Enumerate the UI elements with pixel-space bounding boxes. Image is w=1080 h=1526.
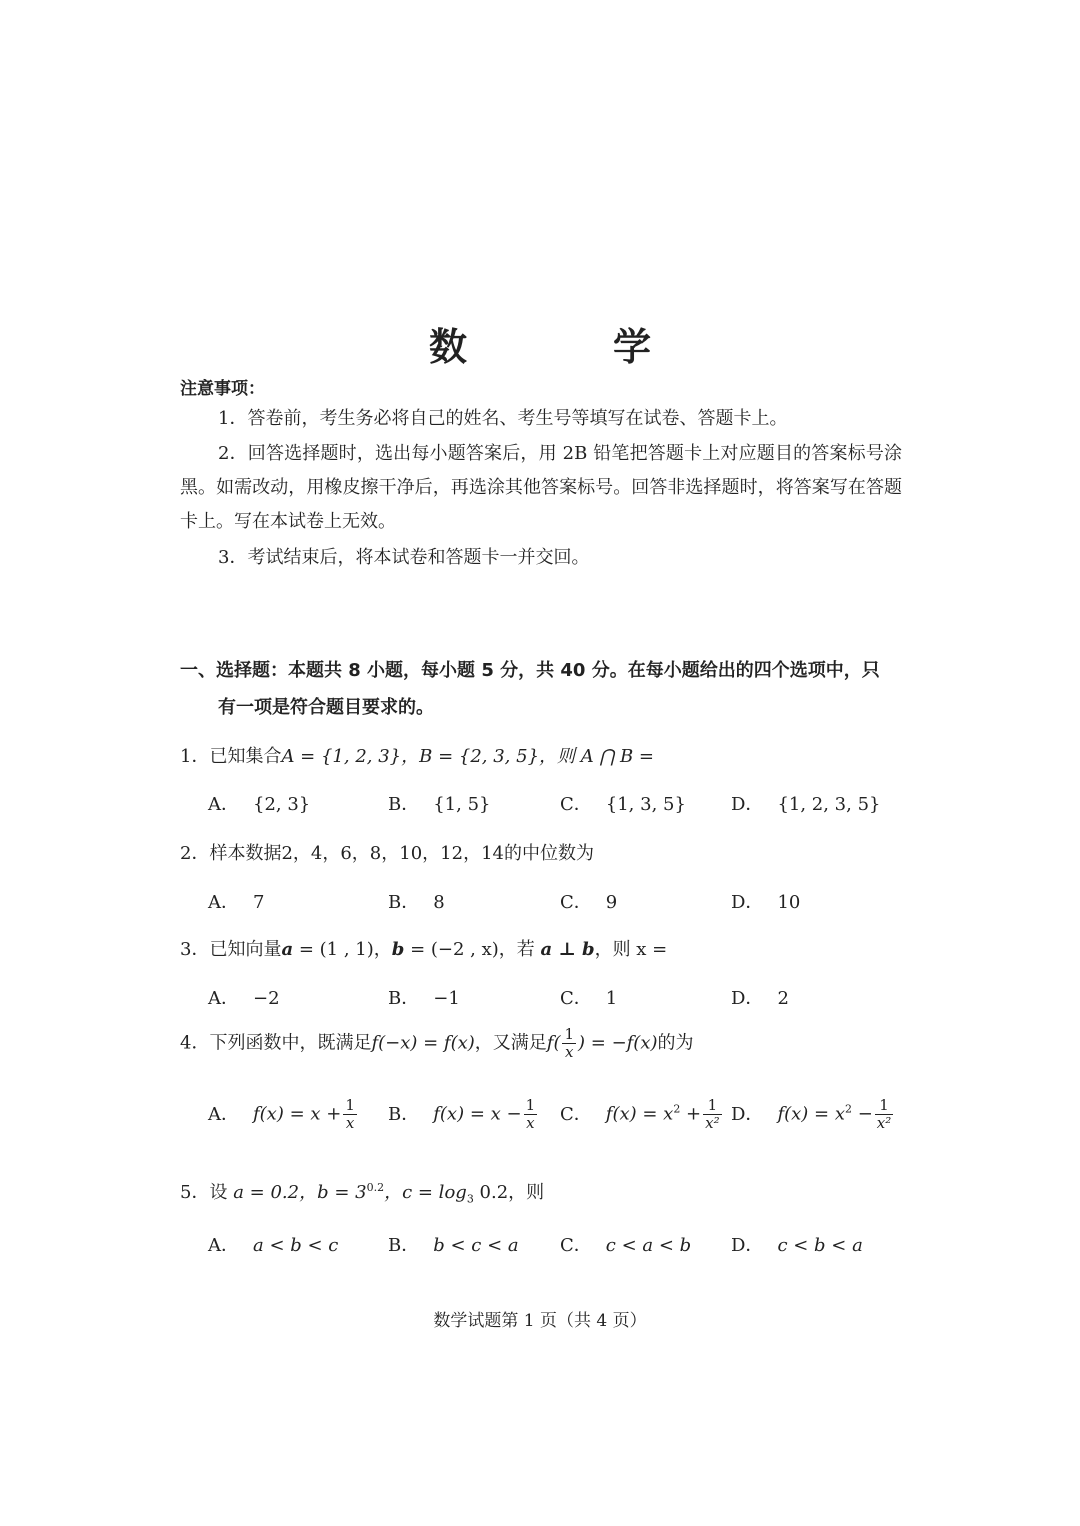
question-stem: 已知向量 xyxy=(209,939,282,960)
notice-heading: 注意事项： xyxy=(180,379,265,399)
notice-item-3: 3．考试结束后，将本试卷和答题卡一并交回。 xyxy=(218,547,590,568)
option-2c: C． 9 xyxy=(560,892,618,913)
page-title: 数 学 xyxy=(428,325,705,369)
option-5a: A． a < b < c xyxy=(208,1235,339,1256)
section-heading-line-1: 一、选择题：本题共 8 小题，每小题 5 分，共 40 分。在每小题给出的四个选项中，只 xyxy=(180,660,880,681)
question-5 xyxy=(180,1178,544,1206)
question-stem: 已知集合 xyxy=(209,746,282,767)
notice-item-1: 1．答卷前，考生务必将自己的姓名、考生号等填写在试卷、答题卡上。 xyxy=(218,408,788,429)
value-b-exponent: 0.2 xyxy=(366,1181,385,1194)
question-stem: 设 xyxy=(209,1182,234,1203)
question-3 xyxy=(180,935,667,961)
vector-a-value: = (1 , 1)， xyxy=(293,939,392,960)
question-stem-post: 的为 xyxy=(657,1032,694,1054)
log-base: 3 xyxy=(466,1192,474,1206)
fraction: $\frac{1}{x}$ xyxy=(564,1025,575,1061)
option-1c: C． {1, 3, 5} xyxy=(560,794,686,815)
perpendicular-condition: a ⊥ b xyxy=(540,939,595,960)
option-1b: B． {1, 5} xyxy=(388,794,491,815)
section-heading xyxy=(180,652,904,726)
question-number: 5． xyxy=(180,1182,210,1203)
value-c-post: 0.2，则 xyxy=(473,1182,545,1203)
value-a: a = 0.2， xyxy=(233,1182,318,1203)
vector-b-value: = (−2 , x)，若 xyxy=(404,939,541,960)
option-2b: B． 8 xyxy=(388,892,445,913)
option-3c: C． 1 xyxy=(560,988,618,1009)
option-4b: B． f(x) = x − $\frac{1}{x}$ xyxy=(388,1096,536,1132)
question-stem-mid: ，又满足 xyxy=(474,1032,547,1054)
option-4a: A． f(x) = x + $\frac{1}{x}$ xyxy=(208,1096,355,1132)
option-3a: A． −2 xyxy=(208,988,280,1009)
option-1d: D． {1, 2, 3, 5} xyxy=(731,794,881,815)
page-footer: 数学试题第 1 页（共 4 页） xyxy=(433,1311,647,1331)
question-stem: 样本数据 xyxy=(209,843,282,864)
option-5b: B． b < c < a xyxy=(388,1235,519,1256)
condition-reciprocal-pre: f( xyxy=(546,1032,561,1054)
question-stem-math: 2，4，6，8，10，12，14 xyxy=(281,843,504,864)
option-5c: C． c < a < b xyxy=(560,1235,692,1256)
question-number: 2． xyxy=(180,843,210,864)
value-b: b = 3 xyxy=(317,1182,367,1203)
option-2d: D． 10 xyxy=(731,892,801,913)
question-stem: 下列函数中，既满足 xyxy=(209,1032,372,1054)
option-1a: A． {2, 3} xyxy=(208,794,311,815)
option-4c: C． $f(x) = x^2$ + $\frac{1}{\text{x²}}$ xyxy=(560,1096,720,1132)
condition-even: f(−x) = f(x) xyxy=(371,1032,475,1054)
condition-reciprocal-post: ) = −f(x) xyxy=(578,1032,658,1054)
question-number: 3． xyxy=(180,939,210,960)
question-4 xyxy=(180,1026,694,1061)
option-2a: A． 7 xyxy=(208,892,265,913)
question-2 xyxy=(180,839,594,865)
vector-a: a xyxy=(281,939,294,960)
option-5d: D． c < b < a xyxy=(731,1235,863,1256)
option-3b: B． −1 xyxy=(388,988,460,1009)
option-4d: D． $f(x) = x^2$ − $\frac{1}{\text{x²}}$ xyxy=(731,1096,892,1132)
section-heading-line-2: 有一项是符合题目要求的。 xyxy=(218,697,434,718)
question-stem-math: A = {1, 2, 3}，B = {2, 3, 5}，则 A ⋂ B = xyxy=(281,746,654,767)
option-3d: D． 2 xyxy=(731,988,789,1009)
question-1 xyxy=(180,742,654,768)
question-number: 1． xyxy=(180,746,210,767)
notice-item-2: 2．回答选择题时，选出每小题答案后，用 2B 铅笔把答题卡上对应题目的答案标号涂黑。如需改动，用橡皮擦干净后，再选涂其他答案标号。回答非选择题时，将答案写在答题卡上。写在本试卷上无效。 xyxy=(180,443,902,532)
question-stem-post: ，则 x = xyxy=(594,939,668,960)
question-number: 4． xyxy=(180,1032,210,1054)
vector-b: b xyxy=(391,939,405,960)
value-c: ，c = log xyxy=(384,1182,467,1203)
question-stem-post: 的中位数为 xyxy=(503,843,594,864)
